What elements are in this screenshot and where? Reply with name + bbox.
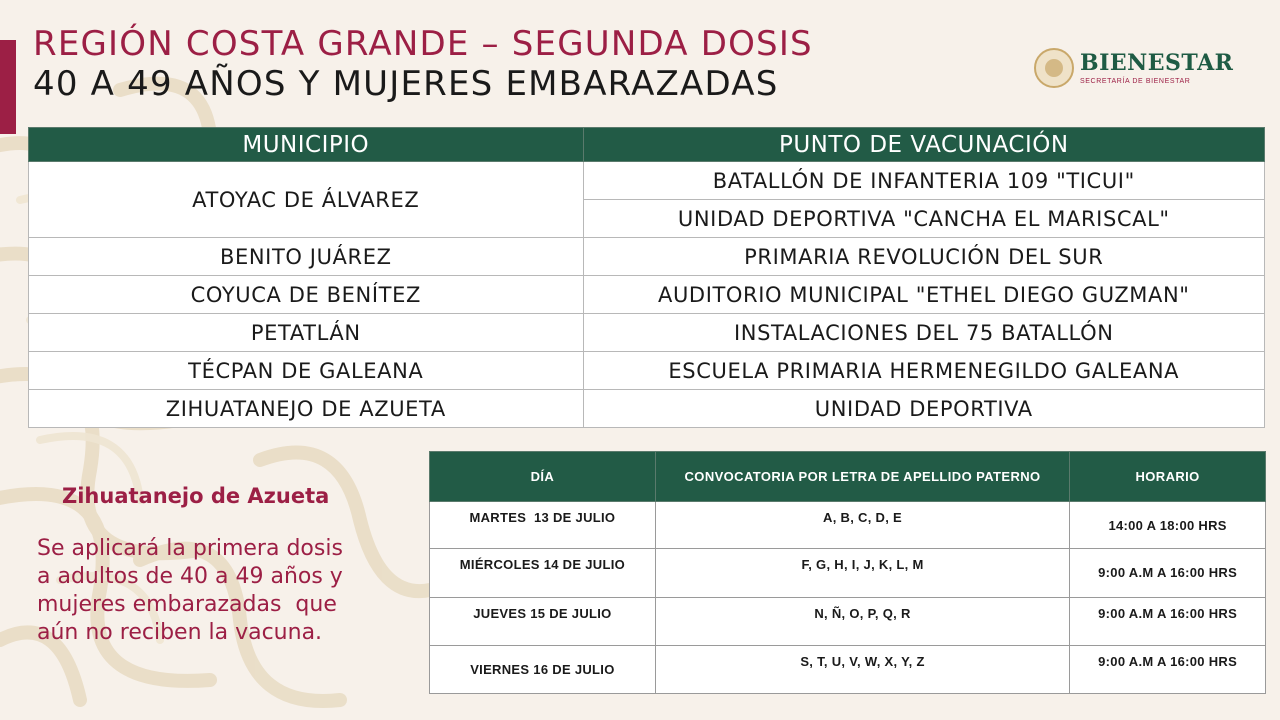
zihuatanejo-note xyxy=(37,481,417,647)
logo-name: BIENESTAR xyxy=(1080,50,1234,76)
title-region: REGIÓN COSTA GRANDE – SEGUNDA DOSIS xyxy=(33,24,813,64)
punto-cell: ESCUELA PRIMARIA HERMENEGILDO GALEANA xyxy=(583,352,1264,390)
header-municipio: MUNICIPIO xyxy=(29,128,584,162)
letras-cell: S, T, U, V, W, X, Y, Z xyxy=(655,646,1069,694)
bienestar-logo xyxy=(1034,48,1233,88)
schedule-row xyxy=(430,549,1266,598)
table-row xyxy=(29,238,1265,276)
schedule-row xyxy=(430,598,1266,646)
header-dia: DÍA xyxy=(430,452,656,502)
dia-cell: MIÉRCOLES 14 DE JULIO xyxy=(430,549,656,598)
punto-cell: AUDITORIO MUNICIPAL "ETHEL DIEGO GUZMAN" xyxy=(583,276,1264,314)
table-row xyxy=(29,314,1265,352)
punto-cell: BATALLÓN DE INFANTERIA 109 "TICUI" xyxy=(583,162,1264,200)
municipio-cell: TÉCPAN DE GALEANA xyxy=(29,352,584,390)
municipio-cell: PETATLÁN xyxy=(29,314,584,352)
accent-bar xyxy=(0,40,16,134)
letras-cell: F, G, H, I, J, K, L, M xyxy=(655,549,1069,598)
punto-cell: INSTALACIONES DEL 75 BATALLÓN xyxy=(583,314,1264,352)
header-punto-vacunacion: PUNTO DE VACUNACIÓN xyxy=(583,128,1264,162)
note-line: Se aplicará la primera dosis xyxy=(37,536,343,561)
schedule-header-row xyxy=(430,452,1266,502)
table-header-row xyxy=(29,128,1265,162)
note-text xyxy=(37,535,417,647)
page-title xyxy=(33,24,813,104)
municipio-cell: ATOYAC DE ÁLVAREZ xyxy=(29,162,584,238)
note-line: a adultos de 40 a 49 años y xyxy=(37,564,343,589)
dia-cell: MARTES 13 DE JULIO xyxy=(430,502,656,549)
note-title: Zihuatanejo de Azueta xyxy=(62,484,330,508)
municipio-cell: BENITO JUÁREZ xyxy=(29,238,584,276)
horario-cell: 14:00 A 18:00 HRS xyxy=(1070,502,1266,549)
note-line: mujeres embarazadas que xyxy=(37,592,337,617)
punto-cell: UNIDAD DEPORTIVA "CANCHA EL MARISCAL" xyxy=(583,200,1264,238)
municipio-cell: ZIHUATANEJO DE AZUETA xyxy=(29,390,584,428)
dia-cell: JUEVES 15 DE JULIO xyxy=(430,598,656,646)
header-convocatoria: CONVOCATORIA POR LETRA DE APELLIDO PATERNO xyxy=(655,452,1069,502)
punto-cell: UNIDAD DEPORTIVA xyxy=(583,390,1264,428)
table-row xyxy=(29,162,1265,200)
header-horario: HORARIO xyxy=(1070,452,1266,502)
horario-cell: 9:00 A.M A 16:00 HRS xyxy=(1070,598,1266,646)
schedule-table xyxy=(429,451,1266,694)
letras-cell: A, B, C, D, E xyxy=(655,502,1069,549)
table-row xyxy=(29,390,1265,428)
punto-cell: PRIMARIA REVOLUCIÓN DEL SUR xyxy=(583,238,1264,276)
note-line: aún no reciben la vacuna. xyxy=(37,620,323,645)
letras-cell: N, Ñ, O, P, Q, R xyxy=(655,598,1069,646)
horario-cell: 9:00 A.M A 16:00 HRS xyxy=(1070,549,1266,598)
schedule-row xyxy=(430,502,1266,549)
logo-subtitle: SECRETARÍA DE BIENESTAR xyxy=(1080,78,1191,85)
vaccination-points-table xyxy=(28,127,1265,428)
schedule-row xyxy=(430,646,1266,694)
coat-of-arms-icon xyxy=(1034,48,1074,88)
dia-cell: VIERNES 16 DE JULIO xyxy=(430,646,656,694)
title-subtitle: 40 A 49 AÑOS Y MUJERES EMBARAZADAS xyxy=(33,64,779,104)
horario-cell: 9:00 A.M A 16:00 HRS xyxy=(1070,646,1266,694)
table-row xyxy=(29,352,1265,390)
municipio-cell: COYUCA DE BENÍTEZ xyxy=(29,276,584,314)
table-row xyxy=(29,276,1265,314)
